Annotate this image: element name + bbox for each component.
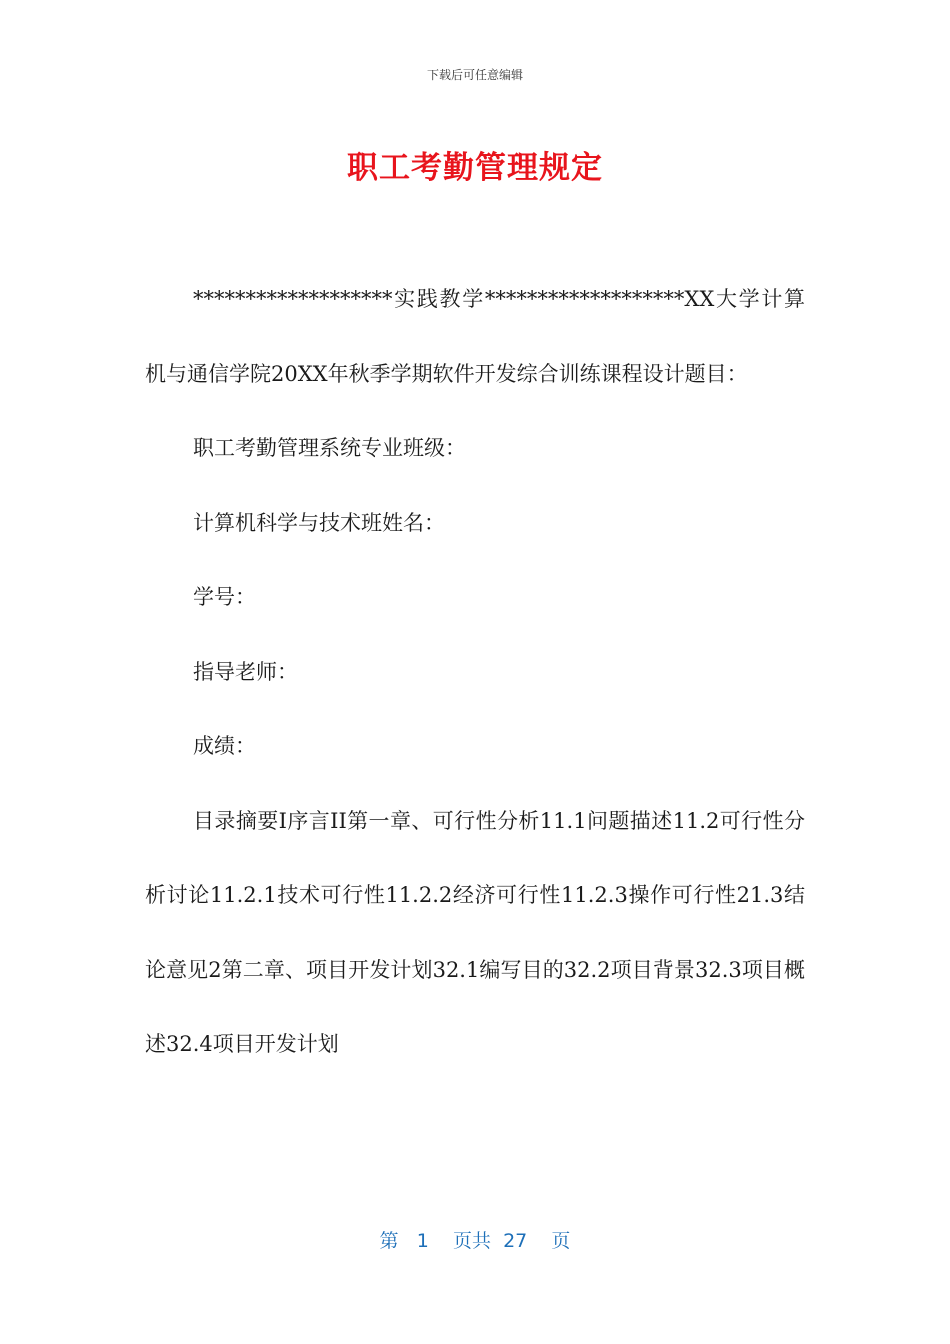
document-body bbox=[145, 262, 805, 1082]
paragraph-student-id: 学号： bbox=[193, 585, 256, 609]
paragraph-grade: 成绩： bbox=[193, 734, 256, 758]
paragraph-advisor: 指导老师： bbox=[193, 659, 298, 684]
footer-prefix: 第 bbox=[379, 1230, 399, 1252]
page-footer bbox=[0, 1226, 950, 1253]
document-title: 职工考勤管理规定 bbox=[347, 150, 603, 186]
header-note: 下载后可任意编辑 bbox=[426, 68, 523, 82]
footer-suffix: 页 bbox=[551, 1230, 571, 1252]
paragraph-major-class: 职工考勤管理系统专业班级： bbox=[193, 436, 466, 460]
total-pages-number: 27 bbox=[503, 1230, 528, 1252]
current-page-number: 1 bbox=[416, 1230, 429, 1252]
paragraph-table-of-contents: 目录摘要I序言II第一章、可行性分析11.1问题描述11.2可行性分析讨论11.2.1技术可行性11.2.2经济可行性11.2.3操作可行性21.3结论意见2第二章、项目开发计划32.1编写目的32.2项目背景32.3项目概述32.4项目开发计划 bbox=[145, 808, 805, 1056]
paragraph-intro: *******************实践教学*******************XX大学计算机与通信学院20XX年秋季学期软件开发综合训练课程设计题目： bbox=[145, 287, 805, 386]
footer-middle: 页共 bbox=[452, 1230, 491, 1252]
paragraph-class-name: 计算机科学与技术班姓名： bbox=[193, 510, 445, 535]
